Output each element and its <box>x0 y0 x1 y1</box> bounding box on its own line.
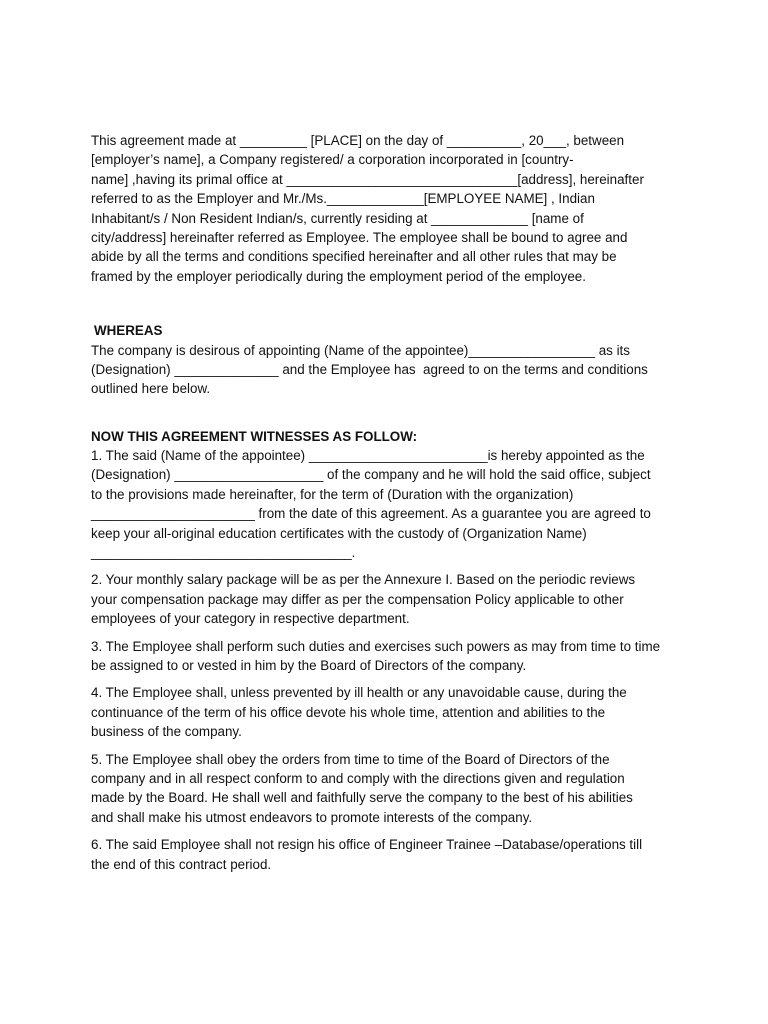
clause-4 <box>91 683 681 741</box>
clause-line: 2. Your monthly salary package will be as per the Annexure I. Based on the periodic reviews <box>91 572 636 588</box>
document-page <box>91 131 681 882</box>
whereas-line: (Designation) ______________ and the Employee has agreed to on the terms and conditions <box>91 361 648 377</box>
clause-line: ___________________________________. <box>91 545 356 561</box>
witnesses-heading: NOW THIS AGREEMENT WITNESSES AS FOLLOW: <box>91 428 418 444</box>
clause-line: 6. The said Employee shall not resign his office of Engineer Trainee –Database/operations till <box>91 837 643 853</box>
clause-5 <box>91 750 681 828</box>
clause-6 <box>91 835 681 874</box>
clause-line: keep your all-original education certificates with the custody of (Organization Name) <box>91 525 587 541</box>
clause-line: company and in all respect conform to and comply with the directions given and regulation <box>91 770 625 786</box>
whereas-heading: WHEREAS <box>94 323 163 339</box>
clause-1 <box>91 446 681 562</box>
intro-paragraph <box>91 131 681 286</box>
intro-line: city/address] hereinafter referred as Employee. The employee shall be bound to agree and <box>91 229 628 245</box>
clause-line: ______________________ from the date of this agreement. As a guarantee you are agreed to <box>91 506 651 522</box>
clause-line: 5. The Employee shall obey the orders from time to time of the Board of Directors of the <box>91 751 610 767</box>
clause-line: and shall make his utmost endeavors to promote interests of the company. <box>91 809 533 825</box>
clause-line: be assigned to or vested in him by the Board of Directors of the company. <box>91 657 527 673</box>
clause-line: made by the Board. He shall well and faithfully serve the company to the best of his abilities <box>91 790 633 806</box>
clause-line: continuance of the term of his office devote his whole time, attention and abilities to the <box>91 704 606 720</box>
clause-line: 4. The Employee shall, unless prevented by ill health or any unavoidable cause, during the <box>91 685 627 701</box>
clause-3 <box>91 637 681 676</box>
witnesses-section <box>91 427 681 874</box>
clause-2 <box>91 570 681 628</box>
intro-line: referred to as the Employer and Mr./Ms._____________[EMPLOYEE NAME] , Indian <box>91 191 595 207</box>
whereas-line: outlined here below. <box>91 381 211 397</box>
clause-line: 3. The Employee shall perform such duties and exercises such powers as may from time to time <box>91 638 661 654</box>
intro-line: [employer’s name], a Company registered/ a corporation incorporated in [country- <box>91 152 574 168</box>
whereas-line: The company is desirous of appointing (Name of the appointee)_________________ as its <box>91 342 630 358</box>
clause-line: to the provisions made hereinafter, for the term of (Duration with the organization) <box>91 486 574 502</box>
clause-line: (Designation) ____________________ of the company and he will hold the said office, subject <box>91 467 651 483</box>
clause-line: employees of your category in respective department. <box>91 611 410 627</box>
intro-line: name] ,having its primal office at _______________________________[address], hereinafter <box>91 171 644 187</box>
intro-line: framed by the employer periodically during the employment period of the employee. <box>91 268 586 284</box>
clause-line: your compensation package may differ as per the compensation Policy applicable to other <box>91 591 624 607</box>
clause-line: 1. The said (Name of the appointee) ________________________is hereby appointed as the <box>91 448 645 464</box>
clause-line: business of the company. <box>91 724 242 740</box>
whereas-section <box>91 321 681 399</box>
intro-line: Inhabitant/s / Non Resident Indian/s, currently residing at _____________ [name of <box>91 210 584 226</box>
intro-line: This agreement made at _________ [PLACE] on the day of __________, 20___, between <box>91 133 625 148</box>
intro-line: abide by all the terms and conditions specified hereinafter and all other rules that may be <box>91 249 617 265</box>
clause-line: the end of this contract period. <box>91 856 272 872</box>
